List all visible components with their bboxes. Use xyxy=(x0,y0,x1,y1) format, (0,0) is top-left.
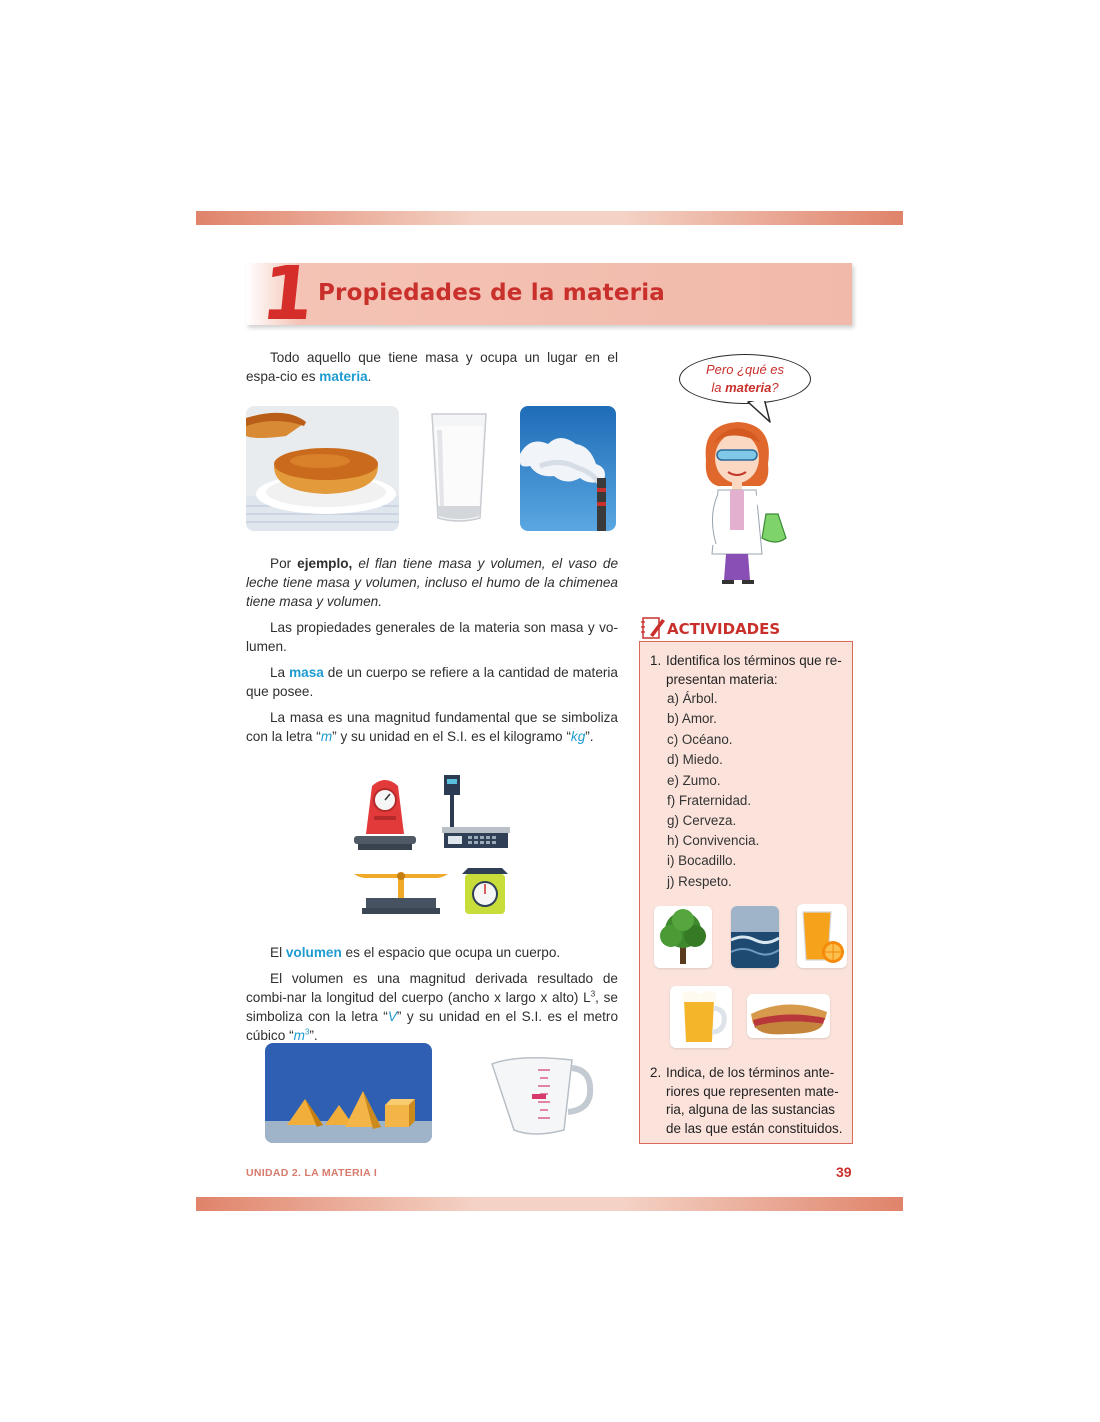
milk-glass-photo xyxy=(428,406,490,531)
question-1: 1. Identifica los términos que re-presentan materia: xyxy=(650,653,842,687)
keyword-volumen: volumen xyxy=(285,945,342,960)
ocean-image xyxy=(731,906,779,968)
chimney-smoke-photo xyxy=(520,406,616,531)
keyword-masa: masa xyxy=(289,665,324,680)
option-h: h) Convivencia. xyxy=(667,833,760,848)
notebook-pencil-icon xyxy=(640,615,666,641)
option-i: i) Bocadillo. xyxy=(667,853,737,868)
mass-unit-paragraph: La masa es una magnitud fundamental que se simboliza con la letra “m” y su unidad en el S.I. es el kilogramo “kg”. xyxy=(246,710,618,744)
option-d: d) Miedo. xyxy=(667,752,723,767)
option-a: a) Árbol. xyxy=(667,691,718,706)
bottom-band xyxy=(196,1197,903,1211)
top-band xyxy=(196,211,903,225)
section-number: 1 xyxy=(257,251,319,337)
sandwich-image xyxy=(747,994,830,1038)
page-number: 39 xyxy=(836,1164,852,1180)
activities-title: ACTIVIDADES xyxy=(667,620,781,638)
speech-bubble: Pero ¿qué es la materia? xyxy=(679,354,811,404)
option-g: g) Cerveza. xyxy=(667,813,737,828)
mass-definition-paragraph: La masa de un cuerpo se refiere a la cantidad de materia que posee. xyxy=(246,665,618,699)
volume-unit-paragraph: El volumen es una magnitud derivada resultado de combi-nar la longitud del cuerpo (ancho x largo x alto) $L^3$, se simboliza con la letra “V” y su unidad en el S.I. es el metro cúbico “$m^3$”. xyxy=(246,971,619,1043)
scientist-illustration xyxy=(698,420,794,586)
keyword-materia: materia xyxy=(319,369,368,384)
tree-image xyxy=(654,906,712,968)
option-c: c) Océano. xyxy=(667,732,733,747)
example-paragraph: Por ejemplo, el flan tiene masa y volumen, el vaso de leche tiene masa y volumen, incluso el humo de la chimenea tiene masa y volumen. xyxy=(246,556,619,609)
juice-image xyxy=(797,904,847,968)
option-j: j) Respeto. xyxy=(667,874,732,889)
geometric-solids-photo xyxy=(265,1043,432,1143)
option-b: b) Amor. xyxy=(667,711,717,726)
intro-paragraph: Todo aquello que tiene masa y ocupa un lugar en el espa-cio es materia. xyxy=(246,350,618,384)
flan-photo xyxy=(246,406,399,531)
option-f: f) Fraternidad. xyxy=(667,793,752,808)
scales-illustration xyxy=(352,772,512,920)
general-properties-paragraph: Las propiedades generales de la materia son masa y vo-lumen. xyxy=(246,620,618,654)
footer-unit-label: UNIDAD 2. LA MATERIA I xyxy=(246,1167,378,1179)
page-title: Propiedades de la materia xyxy=(318,280,666,306)
beer-image xyxy=(670,986,732,1048)
option-e: e) Zumo. xyxy=(667,773,721,788)
measuring-cup-photo xyxy=(488,1050,596,1138)
volume-definition-paragraph: El volumen es el espacio que ocupa un cuerpo. xyxy=(270,945,561,960)
question-2: 2. Indica, de los términos ante-riores que representen mate-ria, alguna de las sustancias de las que están constituidos. xyxy=(650,1065,843,1136)
